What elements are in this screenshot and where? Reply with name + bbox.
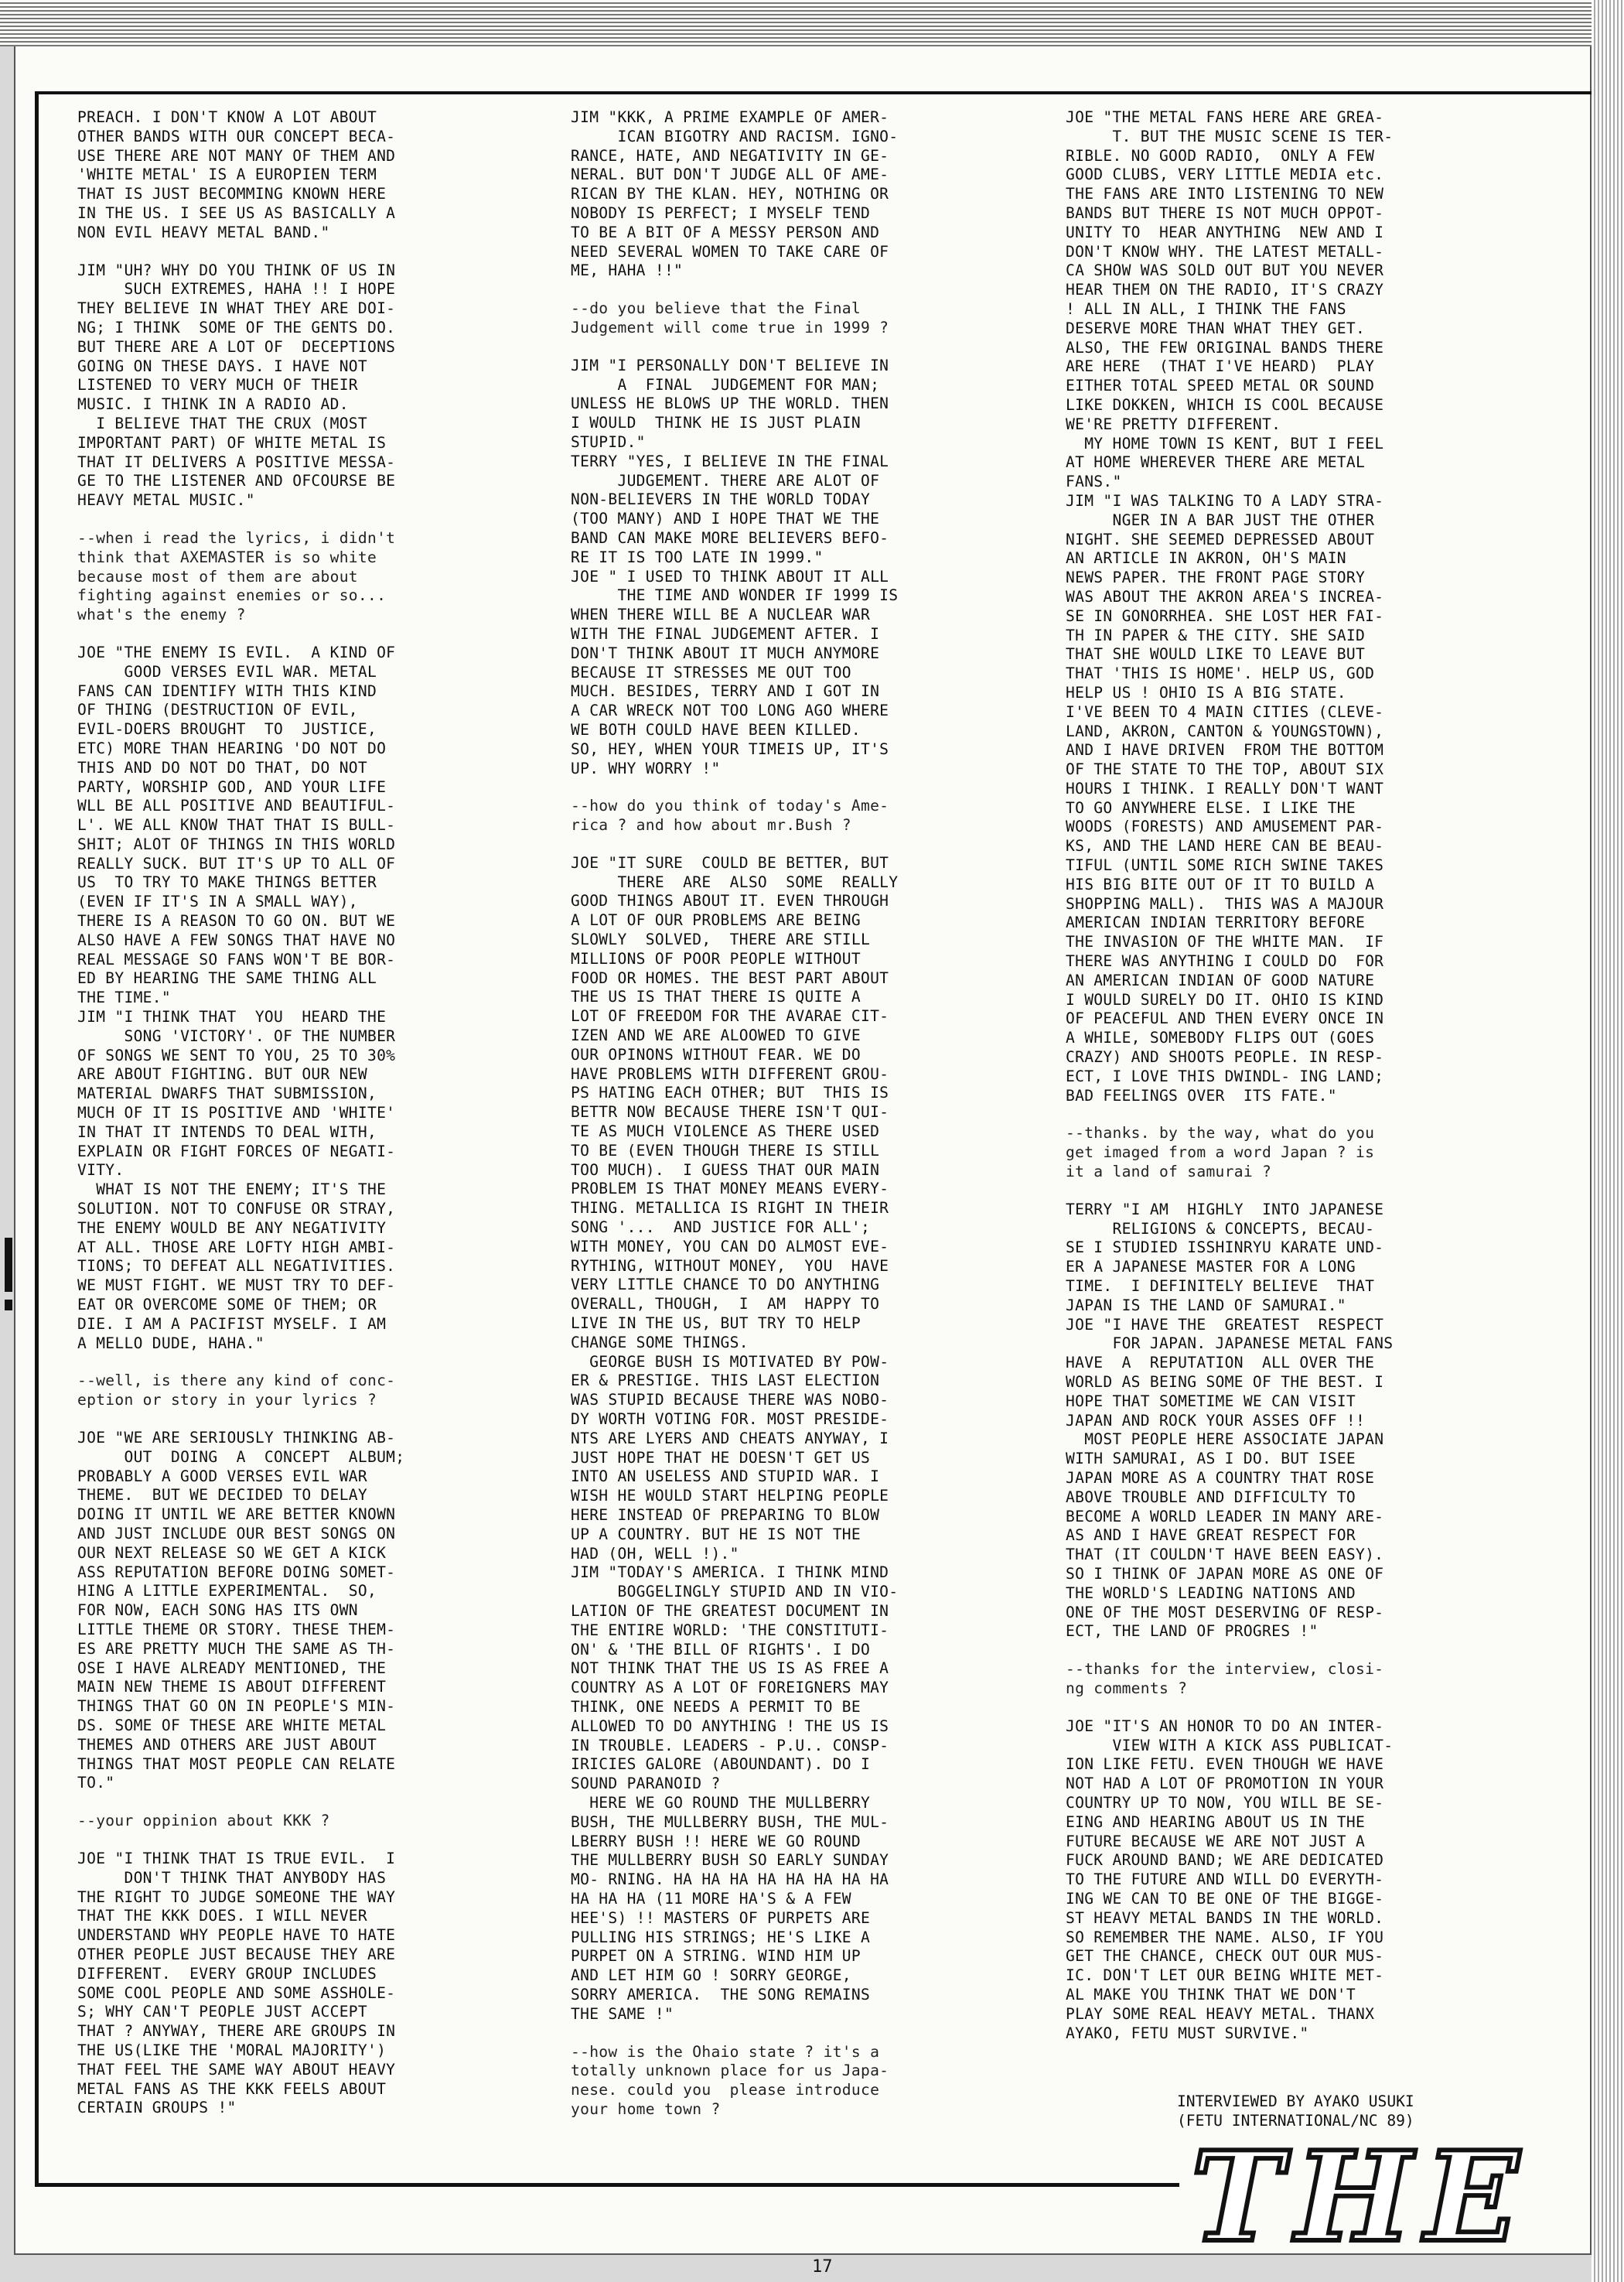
corner-title: THE: [1191, 2124, 1532, 2270]
interview-answer: JIM "UH? WHY DO YOU THINK OF US IN SUCH EXTREMES, HAHA !! I HOPE THEY BELIEVE IN WHAT THEY ARE DOI- NG; I THINK SOME OF THE GENTS DO. BUT THERE ARE A LOT OF DECEPTIONS GOING ON THESE DAYS. I HAVE NOT LISTENED TO VERY MUCH OF THEIR MUSIC. I THINK IN A RADIO AD. I BELIEVE THAT THE CRUX (MOST IMPORTANT PART) OF WHITE METAL IS THAT IT DELIVERS A POSITIVE MESSA- GE TO THE LISTENER AND OFCOURSE BE HEAVY METAL MUSIC.": [77, 261, 396, 510]
interview-answer: JOE "I THINK THAT IS TRUE EVIL. I DON'T THINK THAT ANYBODY HAS THE RIGHT TO JUDGE SOMEONE THE WAY THAT THE KKK DOES. I WILL NEVER UNDERSTAND WHY PEOPLE HAVE TO HATE OTHER PEOPLE JUST BECAUSE THEY ARE DIFFERENT. EVERY GROUP INCLUDES SOME COOL PEOPLE AND SOME ASSHOLE- S; WHY CAN'T PEOPLE JUST ACCEPT THAT ? ANYWAY, THERE ARE GROUPS IN THE US(LIKE THE 'MORAL MAJORITY') THAT FEEL THE SAME WAY ABOUT HEAVY METAL FANS AS THE KKK FEELS ABOUT CERTAIN GROUPS !": [77, 1849, 396, 2117]
interview-question: --when i read the lyrics, i didn't think that AXEMASTER is so white because most of them are about fighting against enemies or so... what's the enemy ?: [77, 528, 396, 624]
page-frame-bottom: [35, 2183, 1179, 2187]
interview-answer: JOE "IT'S AN HONOR TO DO AN INTER- VIEW WITH A KICK ASS PUBLICAT- ION LIKE FETU. EVEN THOUGH WE HAVE NOT HAD A LOT OF PROMOTION IN YOUR COUNTRY UP TO NOW, YOU WILL BE SE- EING AND HEARING ABOUT US IN THE FUTURE BECAUSE WE ARE NOT JUST A FUCK AROUND BAND; WE ARE DEDICATED TO THE FUTURE AND WILL DO EVERYTH- ING WE CAN TO BE ONE OF THE BIGGE- ST HEAVY METAL BANDS IN THE WORLD. SO REMEMBER THE NAME. ALSO, IF YOU GET THE CHANCE, CHECK OUT OUR MUS- IC. DON'T LET OUR BEING WHITE MET- AL MAKE YOU THINK THAT WE DON'T PLAY SOME REAL HEAVY METAL. THANX AYAKO, FETU MUST SURVIVE.": [1066, 1717, 1394, 2042]
text-column-1: [77, 108, 534, 2181]
interview-answer: TERRY "I AM HIGHLY INTO JAPANESE RELIGIONS & CONCEPTS, BECAU- SE I STUDIED ISSHINRYU KARATE UND- ER A JAPANESE MASTER FOR A LONG TIME. I DEFINITELY BELIEVE THAT JAPAN IS THE LAND OF SAMURAI." JOE "I HAVE THE GREATEST RESPECT FOR JAPAN. JAPANESE METAL FANS HAVE A REPUTATION ALL OVER THE WORLD AS BEING SOME OF THE BEST. I HOPE THAT SOMETIME WE CAN VISIT JAPAN AND ROCK YOUR ASSES OFF !! MOST PEOPLE HERE ASSOCIATE JAPAN WITH SAMURAI, AS I DO. BUT ISEE JAPAN MORE AS A COUNTRY THAT ROSE ABOVE TROUBLE AND DIFFICULTY TO BECOME A WORLD LEADER IN MANY ARE- AS AND I HAVE GREAT RESPECT FOR THAT (IT COULDN'T HAVE BEEN EASY). SO I THINK OF JAPAN MORE AS ONE OF THE WORLD'S LEADING NATIONS AND ONE OF THE MOST DESERVING OF RESP- ECT, THE LAND OF PROGRES !": [1066, 1200, 1394, 1641]
interview-answer: JIM "I PERSONALLY DON'T BELIEVE IN A FINAL JUDGEMENT FOR MAN; UNLESS HE BLOWS UP THE WORLD. THEN I WOULD THINK HE IS JUST PLAIN STUPID." TERRY "YES, I BELIEVE IN THE FINAL JUDGEMENT. THERE ARE ALOT OF NON-BELIEVERS IN THE WORLD TODAY (TOO MANY) AND I HOPE THAT WE THE BAND CAN MAKE MORE BELIEVERS BEFO- RE IT IS TOO LATE IN 1999." JOE " I USED TO THINK ABOUT IT ALL THE TIME AND WONDER IF 1999 IS WHEN THERE WILL BE A NUCLEAR WAR WITH THE FINAL JUDGEMENT AFTER. I DON'T THINK ABOUT IT MUCH ANYMORE BECAUSE IT STRESSES ME OUT TOO MUCH. BESIDES, TERRY AND I GOT IN A CAR WRECK NOT TOO LONG AGO WHERE WE BOTH COULD HAVE BEEN KILLED. SO, HEY, WHEN YOUR TIMEIS UP, IT'S UP. WHY WORRY !": [571, 356, 899, 777]
scan-top-edge: [0, 0, 1624, 46]
binding-mark: [5, 1238, 12, 1292]
interview-question: --well, is there any kind of conc- eption or story in your lyrics ?: [77, 1372, 396, 1409]
interview-question: --how is the Ohaio state ? it's a totally unknown place for us Japa- nese. could you please introduce your home town ?: [571, 2042, 889, 2118]
interview-answer: JOE "WE ARE SERIOUSLY THINKING AB- OUT DOING A CONCEPT ALBUM; PROBABLY A GOOD VERSES EVIL WAR THEME. BUT WE DECIDED TO DELAY DOING IT UNTIL WE ARE BETTER KNOWN AND JUST INCLUDE OUR BEST SONGS ON OUR NEXT RELEASE SO WE GET A KICK ASS REPUTATION BEFORE DOING SOMET- HING A LITTLE EXPERIMENTAL. SO, FOR NOW, EACH SONG HAS ITS OWN LITTLE THEME OR STORY. THESE THEM- ES ARE PRETTY MUCH THE SAME AS TH- OSE I HAVE ALREADY MENTIONED, THE MAIN NEW THEME IS ABOUT DIFFERENT THINGS THAT GO ON IN PEOPLE'S MIN- DS. SOME OF THESE ARE WHITE METAL THEMES AND OTHERS ARE JUST ABOUT THINGS THAT MOST PEOPLE CAN RELATE TO.": [77, 1429, 405, 1792]
interview-question: --how do you think of today's Ame- rica ? and how about mr.Bush ?: [571, 797, 889, 835]
interview-question: --thanks for the interview, closi- ng comments ?: [1066, 1660, 1384, 1697]
scan-right-edge: [1592, 0, 1624, 2282]
interview-question: --your oppinion about KKK ?: [77, 1812, 330, 1830]
interview-answer: JOE "IT SURE COULD BE BETTER, BUT THERE ARE ALSO SOME REALLY GOOD THINGS ABOUT IT. EVEN THROUGH A LOT OF OUR PROBLEMS ARE BEING SLOWLY SOLVED, THERE ARE STILL MILLIONS OF POOR PEOPLE WITHOUT FOOD OR HOMES. THE BEST PART ABOUT THE US IS THAT THERE IS QUITE A LOT OF FREEDOM FOR THE AVARAE CIT- IZEN AND WE ARE ALOOWED TO GIVE OUR OPINONS WITHOUT FEAR. WE DO HAVE PROBLEMS WITH DIFFERENT GROU- PS HATING EACH OTHER; BUT THIS IS BETTR NOW BECAUSE THERE ISN'T QUI- TE AS MUCH VIOLENCE AS THERE USED TO BE (EVEN THOUGH THERE IS STILL TOO MUCH). I GUESS THAT OUR MAIN PROBLEM IS THAT MONEY MEANS EVERY- THING. METALLICA IS RIGHT IN THEIR SONG '... AND JUSTICE FOR ALL'; WITH MONEY, YOU CAN DO ALMOST EVE- RYTHING, WITHOUT MONEY, YOU HAVE VERY LITTLE CHANCE TO DO ANYTHING OVERALL, THOUGH, I AM HAPPY TO LIVE IN THE US, BUT TRY TO HELP CHANGE SOME THINGS. GEORGE BUSH IS MOTIVATED BY POW- ER & PRESTIGE. THIS LAST ELECTION WAS STUPID BECAUSE THERE WAS NOBO- DY WORTH VOTING FOR. MOST PRESIDE- NTS ARE LYERS AND CHEATS ANYWAY, I JUST HOPE THAT HE DOESN'T GET US INTO AN USELESS AND STUPID WAR. I WISH HE WOULD START HELPING PEOPLE HERE INSTEAD OF PREPARING TO BLOW UP A COUNTRY. BUT HE IS NOT THE HAD (OH, WELL !)." JIM "TODAY'S AMERICA. I THINK MIND BOGGELINGLY STUPID AND IN VIO- LATION OF THE GREATEST DOCUMENT IN THE ENTIRE WORLD: 'THE CONSTITUTI- ON' & 'THE BILL OF RIGHTS'. I DO NOT THINK THAT THE US IS AS FREE A COUNTRY AS A LOT OF FOREIGNERS MAY THINK, ONE NEEDS A PERMIT TO BE ALLOWED TO DO ANYTHING ! THE US IS IN TROUBLE. LEADERS - P.U.. CONSP- IRICIES GALORE (ABOUNDANT). DO I SOUND PARANOID ? HERE WE GO ROUND THE MULLBERRY BUSH, THE MULLBERRY BUSH, THE MUL- LBERRY BUSH !! HERE WE GO ROUND THE MULLBERRY BUSH SO EARLY SUNDAY MO- RNING. HA HA HA HA HA HA HA HA HA HA HA (11 MORE HA'S & A FEW HEE'S) !! MASTERS OF PURPETS ARE PULLING HIS STRINGS; HE'S LIKE A PURPET ON A STRING. WIND HIM UP AND LET HIM GO ! SORRY GEORGE, SORRY AMERICA. THE SONG REMAINS THE SAME !": [571, 853, 899, 2023]
interview-answer: JOE "THE ENEMY IS EVIL. A KIND OF GOOD VERSES EVIL WAR. METAL FANS CAN IDENTIFY WITH THIS KIND OF THING (DESTRUCTION OF EVIL, EVIL-DOERS BROUGHT TO JUSTICE, ETC) MORE THAN HEARING 'DO NOT DO THIS AND DO NOT DO THAT, DO NOT PARTY, WORSHIP GOD, AND YOUR LIFE WLL BE ALL POSITIVE AND BEAUTIFUL- L'. WE ALL KNOW THAT THAT IS BULL- SHIT; ALOT OF THINGS IN THIS WORLD REALLY SUCK. BUT IT'S UP TO ALL OF US TO TRY TO MAKE THINGS BETTER (EVEN IF IT'S IN A SMALL WAY), THERE IS A REASON TO GO ON. BUT WE ALSO HAVE A FEW SONGS THAT HAVE NO REAL MESSAGE SO FANS WON'T BE BOR- ED BY HEARING THE SAME THING ALL THE TIME." JIM "I THINK THAT YOU HEARD THE SONG 'VICTORY'. OF THE NUMBER OF SONGS WE SENT TO YOU, 25 TO 30% ARE ABOUT FIGHTING. BUT OUR NEW MATERIAL DWARFS THAT SUBMISSION, MUCH OF IT IS POSITIVE AND 'WHITE' IN THAT IT INTENDS TO DEAL WITH, EXPLAIN OR FIGHT FORCES OF NEGATI- VITY. WHAT IS NOT THE ENEMY; IT'S THE SOLUTION. NOT TO CONFUSE OR STRAY, THE ENEMY WOULD BE ANY NEGATIVITY AT ALL. THOSE ARE LOFTY HIGH AMBI- TIONS; TO DEFEAT ALL NEGATIVITIES. WE MUST FIGHT. WE MUST TRY TO DEF- EAT OR OVERCOME SOME OF THEM; OR DIE. I AM A PACIFIST MYSELF. I AM A MELLO DUDE, HAHA.": [77, 643, 396, 1352]
interview-question: --do you believe that the Final Judgement will come true in 1999 ?: [571, 299, 889, 336]
interview-answer: PREACH. I DON'T KNOW A LOT ABOUT OTHER BANDS WITH OUR CONCEPT BECA- USE THERE ARE NOT MANY OF THEM AND 'WHITE METAL' IS A EUROPIEN TERM THAT IS JUST BECOMMING KNOWN HERE IN THE US. I SEE US AS BASICALLY A NON EVIL HEAVY METAL BAND.": [77, 108, 396, 241]
interview-answer: JOE "THE METAL FANS HERE ARE GREA- T. BUT THE MUSIC SCENE IS TER- RIBLE. NO GOOD RADIO, ONLY A FEW GOOD CLUBS, VERY LITTLE MEDIA etc. THE FANS ARE INTO LISTENING TO NEW BANDS BUT THERE IS NOT MUCH OPPOT- UNITY TO HEAR ANYTHING NEW AND I DON'T KNOW WHY. THE LATEST METALL- CA SHOW WAS SOLD OUT BUT YOU NEVER HEAR THEM ON THE RADIO, IT'S CRAZY ! ALL IN ALL, I THINK THE FANS DESERVE MORE THAN WHAT THEY GET. ALSO, THE FEW ORIGINAL BANDS THERE ARE HERE (THAT I'VE HEARD) PLAY EITHER TOTAL SPEED METAL OR SOUND LIKE DOKKEN, WHICH IS COOL BECAUSE WE'RE PRETTY DIFFERENT. MY HOME TOWN IS KENT, BUT I FEEL AT HOME WHEREVER THERE ARE METAL FANS." JIM "I WAS TALKING TO A LADY STRA- NGER IN A BAR JUST THE OTHER NIGHT. SHE SEEMED DEPRESSED ABOUT AN ARTICLE IN AKRON, OH'S MAIN NEWS PAPER. THE FRONT PAGE STORY WAS ABOUT THE AKRON AREA'S INCREA- SE IN GONORRHEA. SHE LOST HER FAI- TH IN PAPER & THE CITY. SHE SAID THAT SHE WOULD LIKE TO LEAVE BUT THAT 'THIS IS HOME'. HELP US, GOD HELP US ! OHIO IS A BIG STATE. I'VE BEEN TO 4 MAIN CITIES (CLEVE- LAND, AKRON, CANTON & YOUNGSTOWN), AND I HAVE DRIVEN FROM THE BOTTOM OF THE STATE TO THE TOP, ABOUT SIX HOURS I THINK. I REALLY DON'T WANT TO GO ANYWHERE ELSE. I LIKE THE WOODS (FORESTS) AND AMUSEMENT PAR- KS, AND THE LAND HERE CAN BE BEAU- TIFUL (UNTIL SOME RICH SWINE TAKES HIS BIG BITE OUT OF IT TO BUILD A SHOPPING MALL). THIS WAS A MAJOUR AMERICAN INDIAN TERRITORY BEFORE THE INVASION OF THE WHITE MAN. IF THERE WAS ANYTHING I COULD DO FOR AN AMERICAN INDIAN OF GOOD NATURE I WOULD SURELY DO IT. OHIO IS KIND OF PEACEFUL AND THEN EVERY ONCE IN A WHILE, SOMEBODY FLIPS OUT (GOES CRAZY) AND SHOOTS PEOPLE. IN RESP- ECT, I LOVE THIS DWINDL- ING LAND; BAD FEELINGS OVER ITS FATE.": [1066, 108, 1394, 1105]
interview-answer: JIM "KKK, A PRIME EXAMPLE OF AMER- ICAN BIGOTRY AND RACISM. IGNO- RANCE, HATE, AND NEGATIVITY IN GE- NERAL. BUT DON'T JUDGE ALL OF AME- RICAN BY THE KLAN. HEY, NOTHING OR NOBODY IS PERFECT; I MYSELF TEND TO BE A BIT OF A MESSY PERSON AND NEED SEVERAL WOMEN TO TAKE CARE OF ME, HAHA !!": [571, 108, 899, 280]
interview-question: --thanks. by the way, what do you get imaged from a word Japan ? is it a land of samurai ?: [1066, 1124, 1375, 1181]
interviewer-credit: INTERVIEWED BY AYAKO USUKI (FETU INTERNATIONAL/NC 89): [1177, 2092, 1414, 2130]
binding-mark: [5, 1300, 12, 1310]
page-number: 17: [812, 2257, 833, 2277]
text-column-3: [1066, 108, 1522, 2181]
text-column-2: [571, 108, 1027, 2181]
